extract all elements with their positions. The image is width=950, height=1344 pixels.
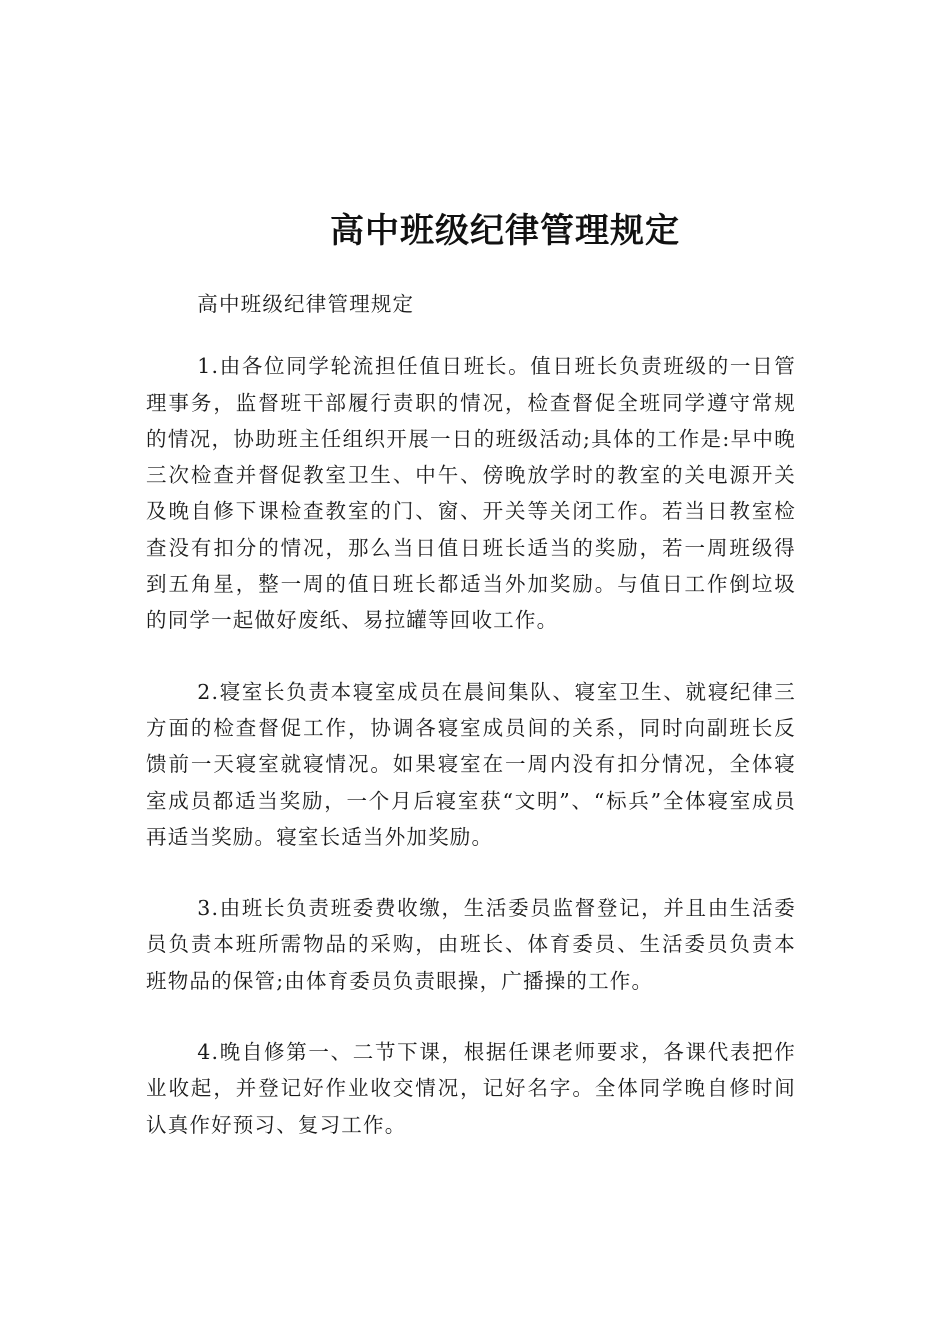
paragraph-2: 2.寝室长负责本寝室成员在晨间集队、寝室卫生、就寝纪律三方面的检查督促工作，协调各寝室成员间的关系，同时向副班长反馈前一天寝室就寝情况。如果寝室在一周内没有扣分情况，全体寝室成员都适当奖励，一个月后寝室获“文明”、“标兵”全体寝室成员再适当奖励。寝室长适当外加奖励。 [146, 679, 796, 849]
paragraph-4: 4.晚自修第一、二节下课，根据任课老师要求，各课代表把作业收起，并登记好作业收交情况，记好名字。全体同学晚自修时间认真作好预习、复习工作。 [146, 1040, 796, 1137]
document-subtitle: 高中班级纪律管理规定 [197, 292, 415, 316]
paragraph-3: 3.由班长负责班委费收缴，生活委员监督登记，并且由生活委员负责本班所需物品的采购，由班长、体育委员、生活委员负责本班物品的保管;由体育委员负责眼操，广播操的工作。 [146, 896, 796, 993]
document-body [146, 286, 796, 1178]
document-title: 高中班级纪律管理规定 [330, 211, 680, 251]
paragraph-1: 1.由各位同学轮流担任值日班长。值日班长负责班级的一日管理事务，监督班干部履行责职的情况，检查督促全班同学遵守常规的情况，协助班主任组织开展一日的班级活动;具体的工作是:早中晚三次检查并督促教室卫生、中午、傍晚放学时的教室的关电源开关及晚自修下课检查教室的门、窗、开关等关闭工作。若当日教室检查没有扣分的情况，那么当日值日班长适当的奖励，若一周班级得到五角星，整一周的值日班长都适当外加奖励。与值日工作倒垃圾的同学一起做好废纸、易拉罐等回收工作。 [146, 354, 796, 633]
